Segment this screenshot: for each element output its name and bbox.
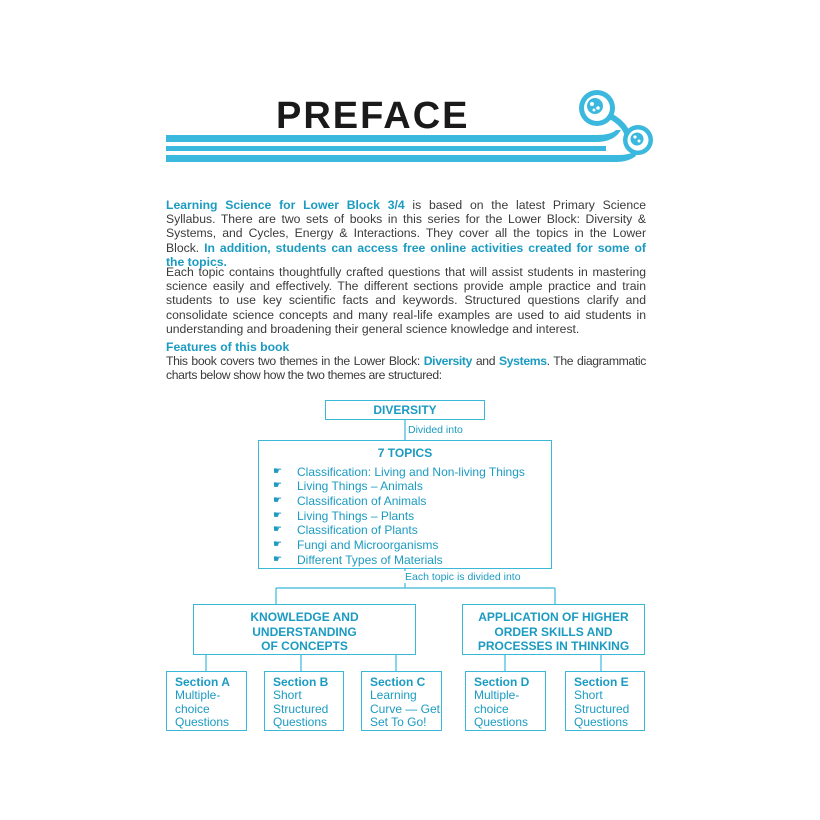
section-e [566, 672, 644, 730]
section-e-desc-3: Questions [574, 715, 629, 730]
topic-list [259, 465, 551, 568]
topic-label: Fungi and Microorganisms [297, 538, 439, 553]
topics-title: 7 TOPICS [377, 446, 433, 460]
intro-text: is based on the latest Primary Science Syllabus. There are two sets of books in this series for the Lower Block: Diversity & Systems, and Cycles, Energy & Interactions. They cover all the topics in the Lower Block. [166, 198, 646, 255]
section-d-desc-2: choice [474, 701, 509, 716]
section-e-box [565, 671, 645, 731]
topic-label: Classification: Living and Non-living Things [297, 464, 525, 479]
topic-label: Classification of Animals [297, 493, 427, 508]
section-b-box [264, 671, 344, 731]
topics-box [258, 440, 552, 569]
topic-label: Classification of Plants [297, 523, 418, 538]
pointing-hand-icon: ☛ [273, 539, 282, 551]
topic-label: Different Types of Materials [297, 552, 443, 567]
section-a-desc-2: choice [175, 701, 210, 716]
theme-systems: Systems [498, 354, 547, 369]
knowledge-line-1: KNOWLEDGE AND [250, 610, 359, 624]
section-c-desc-1: Learning [370, 688, 417, 703]
topic-item [273, 538, 551, 553]
section-b-desc-2: Structured [273, 701, 329, 716]
application-group-box [462, 604, 645, 655]
section-a-desc-3: Questions [175, 715, 230, 730]
section-d-desc-3: Questions [474, 715, 529, 730]
section-c-box [361, 671, 442, 731]
topic-item [273, 465, 551, 480]
section-b-desc-3: Questions [273, 715, 328, 730]
knowledge-group-title [194, 610, 415, 654]
application-line-3: PROCESSES IN THINKING [477, 639, 630, 653]
section-e-desc-1: Short [574, 688, 603, 703]
knowledge-group-box [193, 604, 416, 655]
diversity-box [325, 400, 485, 420]
topic-item [273, 479, 551, 494]
pointing-hand-icon: ☛ [273, 524, 282, 536]
topic-item [273, 553, 551, 568]
pointing-hand-icon: ☛ [273, 480, 282, 492]
application-line-2: ORDER SKILLS AND [494, 624, 613, 639]
section-a-box [166, 671, 247, 731]
topic-item [273, 494, 551, 509]
intro-paragraph-2: Each topic contains thoughtfully crafted questions that will assist students in mastering science easily and effectively. The different sections provide ample practice and train students to use key scientific facts and keywords. Structured questions clarify and consolidate science concepts and many real-life examples are used to aid students in understanding and broadening their general science knowledge and interest. [166, 265, 646, 336]
section-d-box [465, 671, 546, 731]
knowledge-line-2: UNDERSTANDING [252, 624, 357, 639]
section-c-name: Section C [370, 675, 426, 689]
page-title: PREFACE [276, 95, 470, 137]
each-topic-label: Each topic is divided into [405, 571, 521, 583]
section-d-name: Section D [474, 675, 530, 689]
diversity-label: DIVERSITY [373, 403, 437, 417]
theme-diversity: Diversity [423, 354, 473, 369]
pointing-hand-icon: ☛ [273, 553, 282, 565]
section-b-name: Section B [273, 675, 329, 689]
divided-into-label: Divided into [408, 424, 463, 436]
topic-item [273, 523, 551, 538]
section-c [362, 672, 441, 730]
section-e-desc-2: Structured [574, 701, 630, 716]
section-b [265, 672, 343, 730]
pointing-hand-icon: ☛ [273, 509, 282, 521]
section-c-desc-2: Curve — Get [370, 701, 441, 716]
features-heading: Features of this book [166, 340, 290, 354]
features-text-a: This book covers two themes in the Lower Block: [166, 354, 424, 369]
features-text-b: . The diagrammatic charts below show how the two themes are structured: [166, 354, 646, 383]
topic-label: Living Things – Plants [297, 508, 415, 523]
book-title-text: Learning Science for Lower Block 3/4 [166, 198, 405, 212]
pointing-hand-icon: ☛ [273, 494, 282, 506]
application-line-1: APPLICATION OF HIGHER [478, 610, 629, 624]
section-c-desc-3: Set To Go! [370, 715, 427, 730]
pointing-hand-icon: ☛ [273, 465, 282, 477]
online-activities-text: In addition, students can access free online activities created for some of the topics. [166, 240, 646, 269]
section-d [466, 672, 545, 730]
topic-item [273, 509, 551, 524]
section-a-desc-1: Multiple- [175, 688, 221, 703]
section-d-desc-1: Multiple- [474, 688, 520, 703]
section-a-name: Section A [175, 675, 230, 689]
application-group-title [463, 610, 644, 654]
section-a [167, 672, 246, 730]
features-and: and [472, 354, 499, 369]
section-b-desc-1: Short [273, 688, 302, 703]
section-e-name: Section E [574, 675, 629, 689]
topic-label: Living Things – Animals [297, 479, 423, 494]
knowledge-line-3: OF CONCEPTS [261, 639, 348, 653]
